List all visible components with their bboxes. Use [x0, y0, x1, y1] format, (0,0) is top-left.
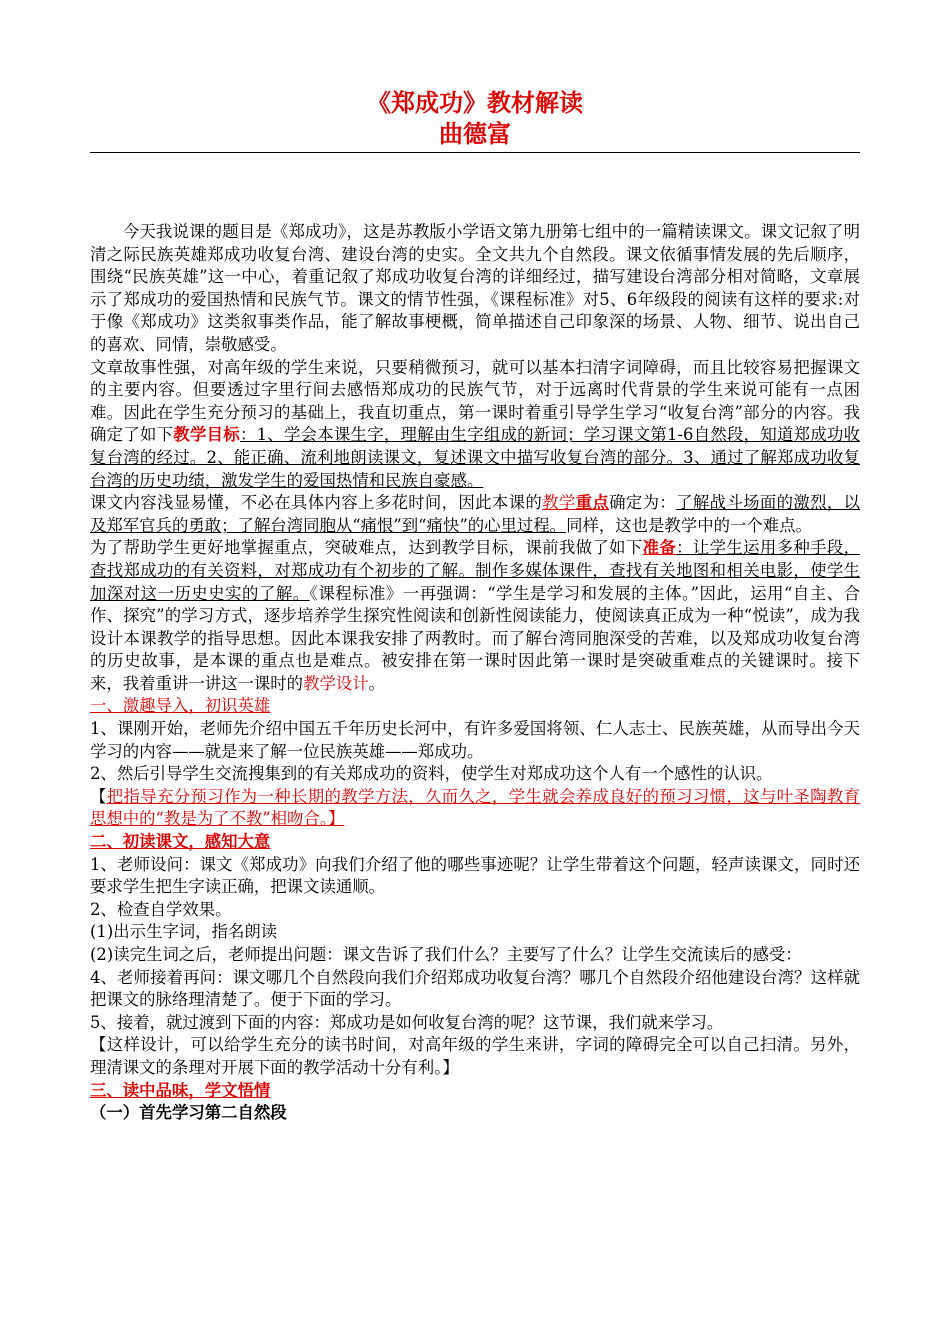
paragraph-focus: 课文内容浅显易懂，不必在具体内容上多花时间，因此本课的教学重点确定为：了解战斗场面的激烈，以及郑军官兵的勇敢；了解台湾同胞从“痛恨”到“痛快”的心里过程。同样，这也是教学中的一个难点。 — [90, 493, 861, 535]
paragraph-intro: 今天我说课的题目是《郑成功》，这是苏教版小学语文第九册第七组中的一篇精读课文。课文记叙了明清之际民族英雄郑成功收复台湾、建设台湾的史实。全文共九个自然段。课文依循事情发展的先后顺序，围绕“民族英雄”这一中心，着重记叙了郑成功收复台湾的详细经过，描写建设台湾部分相对简略，文章展示了郑成功的爱国热情和民族气节。课文的情节性强，《课程标准》对5、6年级段的阅读有这样的要求:对于像《郑成功》这类叙事类作品，能了解故事梗概，简单描述自己印象深的场景、人物、细节、说出自己的喜欢、同情，崇敬感受。 — [90, 222, 860, 354]
section-heading-1: 一、激趣导入，初识英雄 — [90, 696, 271, 716]
label-teaching-goals: 教学目标 — [173, 425, 240, 445]
section2-item-6: 5、接着，就过渡到下面的内容：郑成功是如何收复台湾的呢？这节课，我们就来学习。 — [90, 1012, 724, 1032]
label-teaching-design: 教学设计 — [303, 673, 369, 693]
section2-item-2: 2、检查自学效果。 — [90, 899, 232, 919]
section3-subheading: （一）首先学习第二自然段 — [90, 1103, 287, 1123]
section1-note: 【把指导充分预习作为一种长期的教学方法，久而久之，学生就会养成良好的预习习惯，这与叶圣陶教育思想中的“教是为了不教”相吻合。】 — [90, 786, 861, 829]
document-title: 《郑成功》教材解读 — [367, 89, 583, 117]
document-page — [90, 88, 860, 1125]
focus-text: 了解战斗场面的激烈，以及郑军官兵的勇敢；了解台湾同胞从“痛恨”到“痛快”的心里过程。 — [90, 493, 861, 535]
section-heading-2: 二、初读课文，感知大意 — [90, 832, 271, 852]
section2-note: 【这样设计，可以给学生充分的读书时间，对高年级的学生来讲，字词的障碍完全可以自己扫清。另外，理清课文的条理对开展下面的教学活动十分有利。】 — [90, 1035, 860, 1077]
label-focus: 重点 — [575, 493, 610, 513]
section1-item-2: 2、然后引导学生交流搜集到的有关郑成功的资料，使学生对郑成功这个人有一个感性的认识。 — [90, 764, 773, 784]
section2-item-1: 1、老师设问：课文《郑成功》向我们介绍了他的哪些事迹呢？让学生带着这个问题，轻声读课文，同时还要求学生把生字读正确，把课文读通顺。 — [90, 854, 860, 897]
document-author: 曲德富 — [439, 120, 511, 148]
label-teaching: 教学 — [542, 493, 576, 513]
section1-note-text: 把指导充分预习作为一种长期的教学方法，久而久之，学生就会养成良好的预习习惯，这与叶圣陶教育思想中的“教是为了不教”相吻合。】 — [90, 786, 861, 829]
paragraph-goals: 文章故事性强，对高年级的学生来说，只要稍微预习，就可以基本扫清字词障碍，而且比较容易把握课文的主要内容。但要透过字里行间去感悟郑成功的民族气节，对于远离时代背景的学生来说可能有一点困难。因此在学生充分预习的基础上，我直切重点，第一课时着重引导学生学习“收复台湾”部分的内容。我确定了如下教学目标：1、学会本课生字，理解由生字组成的新词；学习课文第1-6自然段，知道郑成功收复台湾的经过。2、能正确、流利地朗读课文，复述课文中描写收复台湾的部分。3、通过了解郑成功收复台湾的历史功绩，激发学生的爱国热情和民族自豪感。 — [90, 357, 861, 490]
section1-item-1: 1、课刚开始，老师先介绍中国五千年历史长河中，有许多爱国将领、仁人志士、民族英雄，从而导出今天学习的内容——就是来了解一位民族英雄——郑成功。 — [90, 719, 860, 761]
paragraph-preparation: 为了帮助学生更好地掌握重点，突破难点，达到教学目标，课前我做了如下准备：让学生运用多种手段，查找郑成功的有关资料，对郑成功有个初步的了解。制作多媒体课件，查找有关地图和相关电影，使学生加深对这一历史史实的了解。《课程标准》一再强调：“学生是学习和发展的主体。”因此，运用“自主、合作、探究”的学习方式，逐步培养学生探究性阅读和创新性阅读能力，使阅读真正成为一种“悦读”，成为我设计本课教学的指导思想。因此本课我安排了两教时。而了解台湾同胞深受的苦难，以及郑成功收复台湾的历史故事，是本课的重点也是难点。被安排在第一课时因此第一课时是突破重难点的关键课时。接下来，我着重讲一讲这一课时的教学设计。 — [90, 538, 861, 693]
preparation-text: ：让学生运用多种手段，查找郑成功的有关资料，对郑成功有个初步的了解。制作多媒体课件，查找有关地图和相关电影，使学生加深对这一历史史实的了解。 — [90, 538, 861, 603]
title-divider — [90, 152, 860, 153]
section2-item-4: (2)读完生词之后，老师提出问题：课文告诉了我们什么？主要写了什么？让学生交流读后的感受： — [90, 945, 802, 964]
section2-item-5: 4、老师接着再问：课文哪几个自然段向我们介绍郑成功收复台湾？哪几个自然段介绍他建设台湾？这样就把课文的脉络理清楚了。便于下面的学习。 — [90, 967, 860, 1010]
section-heading-3: 三、读中品味，学文悟情 — [90, 1080, 271, 1100]
label-preparation: 准备 — [642, 538, 677, 558]
section2-item-3: (1)出示生字词，指名朗读 — [90, 922, 278, 942]
teaching-goals-text: ：1、学会本课生字，理解由生字组成的新词；学习课文第1-6自然段，知道郑成功收复台湾的经过。2、能正确、流利地朗读课文，复述课文中描写收复台湾的部分。3、通过了解郑成功收复台湾的历史功绩，激发学生的爱国热情和民族自豪感。 — [90, 425, 861, 490]
document-body — [90, 221, 860, 1125]
